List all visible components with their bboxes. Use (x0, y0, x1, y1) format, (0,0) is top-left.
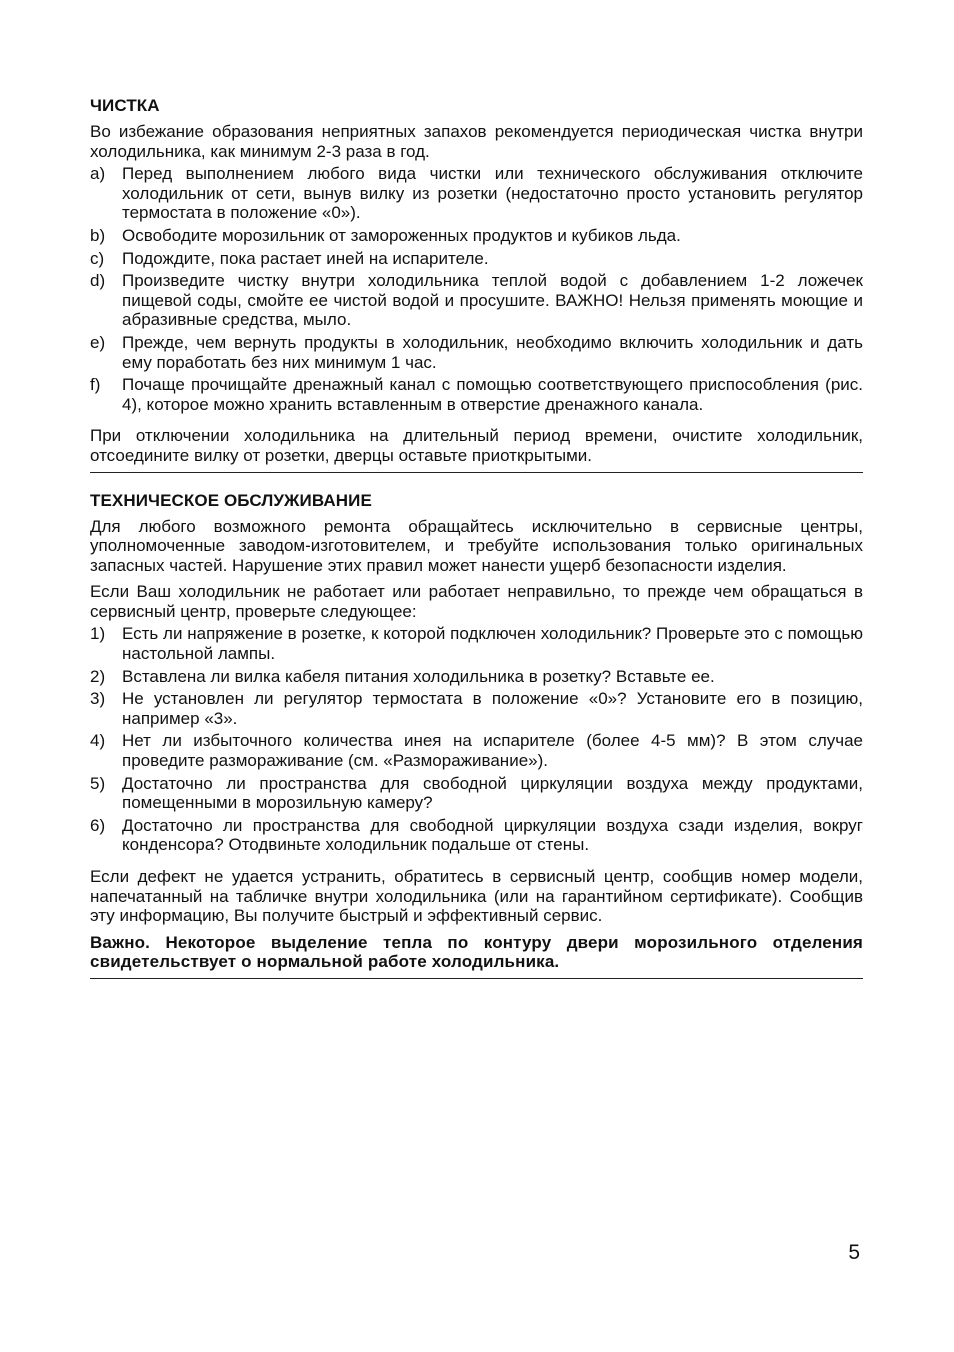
list-item (90, 333, 863, 372)
cleaning-outro: При отключении холодильника на длительный период времени, очистите холодильник, отсоедините вилку от розетки, дверцы оставьте приоткрытыми. (90, 426, 863, 465)
list-item-text: Вставлена ли вилка кабеля питания холодильника в розетку? Вставьте ее. (122, 666, 715, 686)
section-spacer (90, 473, 863, 491)
list-marker: 1) (90, 624, 106, 644)
list-item (90, 271, 863, 330)
list-item-text: Перед выполнением любого вида чистки или технического обслуживания отключите холодильник от сети, вынув вилку из розетки (недостаточно просто установить регулятор термостата в положение «0»). (122, 164, 863, 223)
document-page (90, 96, 863, 979)
list-marker: 3) (90, 689, 106, 709)
list-marker: e) (90, 332, 106, 352)
maintenance-paragraph-3: Если дефект не удается устранить, обратитесь в сервисный центр, сообщив номер модели, напечатанный на табличке внутри холодильника (или на гарантийном сертификате). Сообщив эту информацию, Вы получите быстрый и эффективный сервис. (90, 867, 863, 926)
maintenance-section (90, 491, 863, 979)
list-item (90, 816, 863, 855)
list-item (90, 249, 863, 269)
list-marker: 5) (90, 773, 106, 793)
list-marker: d) (90, 271, 106, 291)
list-marker: b) (90, 225, 106, 245)
list-item-text: Прежде, чем вернуть продукты в холодильник, необходимо включить холодильник и дать ему поработать без них минимум 1 час. (122, 332, 863, 372)
maintenance-paragraph-1: Для любого возможного ремонта обращайтесь исключительно в сервисные центры, уполномоченные заводом-изготовителем, и требуйте использования только оригинальных запасных частей. Нарушение этих правил может нанести ущерб безопасности изделия. (90, 516, 863, 575)
list-item (90, 667, 863, 687)
cleaning-intro: Во избежание образования неприятных запахов рекомендуется периодическая чистка внутри холодильника, как минимум 2-3 раза в год. (90, 122, 863, 161)
list-item-text: Нет ли избыточного количества инея на испарителе (более 4-5 мм)? В этом случае проведите размораживание (см. «Размораживание»). (122, 731, 863, 771)
list-item-text: Произведите чистку внутри холодильника теплой водой с добавлением 1-2 ложечек пищевой соды, смойте ее чистой водой и просушите. ВАЖНО! Нельзя применять моющие и абразивные средства, мыло. (122, 271, 863, 330)
cleaning-steps-list (90, 164, 863, 414)
list-item (90, 226, 863, 246)
list-item-text: Подождите, пока растает иней на испарителе. (122, 248, 489, 268)
maintenance-paragraph-2: Если Ваш холодильник не работает или работает неправильно, то прежде чем обращаться в сервисный центр, проверьте следующее: (90, 582, 863, 621)
list-marker: 6) (90, 815, 106, 835)
list-item-text: Есть ли напряжение в розетке, к которой подключен холодильник? Проверьте это с помощью настольной лампы. (122, 624, 863, 664)
list-marker: a) (90, 164, 106, 184)
list-marker: f) (90, 375, 101, 395)
list-marker: c) (90, 248, 105, 268)
cleaning-section (90, 96, 863, 473)
maintenance-title: ТЕХНИЧЕСКОЕ ОБСЛУЖИВАНИЕ (90, 490, 372, 510)
list-item (90, 164, 863, 223)
list-item (90, 624, 863, 663)
list-item-text: Освободите морозильник от замороженных продуктов и кубиков льда. (122, 225, 681, 245)
list-item (90, 774, 863, 813)
important-note: Важно. Некоторое выделение тепла по контуру двери морозильного отделения свидетельствует о нормальной работе холодильника. (90, 932, 863, 972)
list-item-text: Почаще прочищайте дренажный канал с помощью соответствующего приспособления (рис. 4), которое можно хранить вставленным в отверстие дренажного канала. (122, 375, 863, 414)
list-item (90, 689, 863, 728)
section-divider (90, 978, 863, 979)
cleaning-title: ЧИСТКА (90, 96, 160, 115)
list-marker: 2) (90, 666, 106, 686)
troubleshooting-list (90, 624, 863, 855)
list-item (90, 731, 863, 770)
page-number: 5 (848, 1241, 860, 1264)
list-item (90, 375, 863, 414)
list-marker: 4) (90, 731, 106, 751)
list-item-text: Достаточно ли пространства для свободной циркуляции воздуха сзади изделия, вокруг конденсора? Отодвиньте холодильник подальше от стены. (122, 815, 863, 855)
list-item-text: Достаточно ли пространства для свободной циркуляции воздуха между продуктами, помещенными в морозильную камеру? (122, 773, 863, 813)
list-item-text: Не установлен ли регулятор термостата в положение «0»? Установите его в позицию, например «3». (122, 689, 863, 728)
